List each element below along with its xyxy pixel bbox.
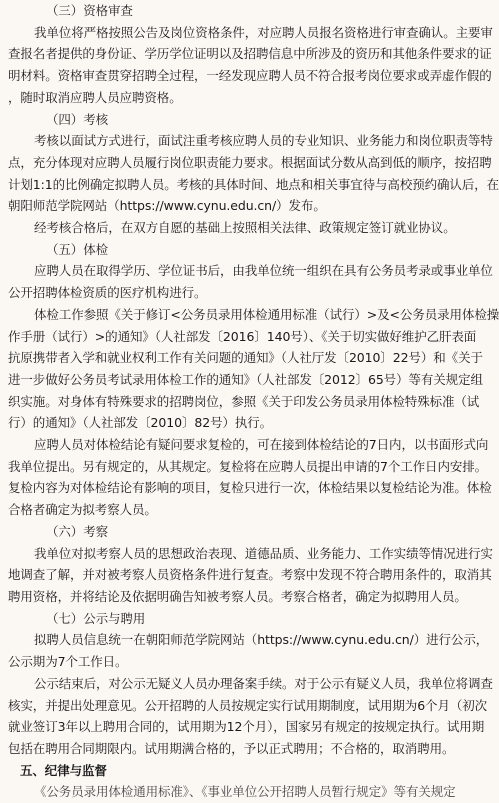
document-line: （三）资格审查 xyxy=(46,3,133,18)
document-line: 经考核合格后，在双方自愿的基础上按照相关法律、政策规定签订就业协议。 xyxy=(34,220,456,236)
document-line: 聘用资格，并将结论及依据明确告知被考察人员。考察合格者，确定为拟聘用人员。 xyxy=(8,588,467,604)
document-line: 公示期为7个工作日。 xyxy=(8,654,128,670)
document-line: 应聘人员对体检结论有疑问要求复检的，可在接到体检结论的7日内，以书面形式向 xyxy=(34,437,489,453)
document-line: 进一步做好公务员考试录用体检工作的通知》（人社部发〔2012〕65号）等有关规定组 xyxy=(8,371,483,387)
section-heading-discipline: 五、纪律与监督 xyxy=(20,762,107,778)
document-line: 明材料。资格审查贯穿招聘全过程，一经发现应聘人员不符合报考岗位要求或弄虚作假的 xyxy=(8,68,492,84)
document-line: 合格者确定为拟考察人员。 xyxy=(8,502,157,518)
document-line: 点，充分体现对应聘人员履行岗位职责能力要求。根据面试分数从高到低的顺序，按招聘 xyxy=(8,154,492,170)
cut-off-line: 《公务员录用体检通用标准》、《事业单位公开招聘人员暂行规定》等有关规定 xyxy=(34,784,456,800)
document-body xyxy=(8,0,499,760)
document-line: 织实施。对身体有特殊要求的招聘岗位，参照《关于印发公务员录用体检特殊标准（试 xyxy=(8,393,480,409)
document-line: （六）考察 xyxy=(46,523,109,539)
document-line: 抗原携带者入学和就业权利工作有关问题的通知》（人社厅发〔2010〕22号）和《关于 xyxy=(8,350,483,366)
document-line: 拟聘人员信息统一在朝阳师范学院网站（https://www.cynu.edu.cn/）进行公示， xyxy=(34,632,489,648)
document-line: 我单位提出。另有规定的，从其规定。复检将在应聘人员提出申请的7个工作日内安排。 xyxy=(8,458,488,474)
document-line: 查报名者提供的身份证、学历学位证明以及招聘信息中所涉及的资历和其他条件要求的证 xyxy=(8,46,492,62)
document-line: 朝阳师范学院网站（https://www.cynu.edu.cn/）发布。 xyxy=(8,198,326,214)
document-line: 地调查了解，并对被考察人员资格条件进行复查。考察中发现不符合聘用条件的，取消其 xyxy=(8,567,492,583)
document-line: 行）的通知》（人社部发〔2010〕82号）执行。 xyxy=(8,415,273,431)
document-line: 作手册（试行）>的通知》（人社部发〔2016〕140号）、《关于切实做好维护乙肝表面 xyxy=(8,328,477,344)
document-line: 应聘人员在取得学历、学位证书后，由我单位统一组织在具有公务员考录或事业单位 xyxy=(34,263,493,279)
document-line: 我单位将严格按照公告及岗位资格条件，对应聘人员报名资格进行审查确认。主要审 xyxy=(34,24,493,40)
document-line: 复检内容为对体检结论有影响的项目，复检只进行一次，体检结果以复检结论为准。体检 xyxy=(8,480,492,496)
document-line: 体检工作参照《关于修订<公务员录用体检通用标准（试行）>及<公务员录用体检操 xyxy=(34,306,499,322)
document-line: （五）体检 xyxy=(46,241,109,257)
document-line: 核实，并提出处理意见。公开招聘的人员按规定实行试用期制度，试用期为6个月（初次 xyxy=(8,697,488,713)
document-line: （四）考核 xyxy=(46,111,109,127)
document-line: 我单位对拟考察人员的思想政治表现、道德品质、业务能力、工作实绩等情况进行实 xyxy=(34,545,493,561)
document-line: 计划1:1的比例确定拟聘人员。考核的具体时间、地点和相关事宜待与高校预约确认后，在 xyxy=(8,176,499,192)
document-line: ，随时取消应聘人员应聘资格。 xyxy=(8,89,182,105)
document-line: 考核以面试方式进行，面试注重考核应聘人员的专业知识、业务能力和岗位职责等特 xyxy=(34,133,493,149)
document-line: 公开招聘体检资质的医疗机构进行。 xyxy=(8,285,207,301)
document-line: 就业签订3年以上聘用合同的，试用期为12个月），国家另有规定的按规定执行。试用期 xyxy=(8,719,485,735)
document-line: （七）公示与聘用 xyxy=(46,610,146,626)
document-line: 公示结束后，对公示无疑义人员办理备案手续。对于公示有疑义人员，我单位将调查 xyxy=(34,675,493,691)
document-line: 包括在聘用合同期限内。试用期满合格的，予以正式聘用；不合格的，取消聘用。 xyxy=(8,740,455,756)
